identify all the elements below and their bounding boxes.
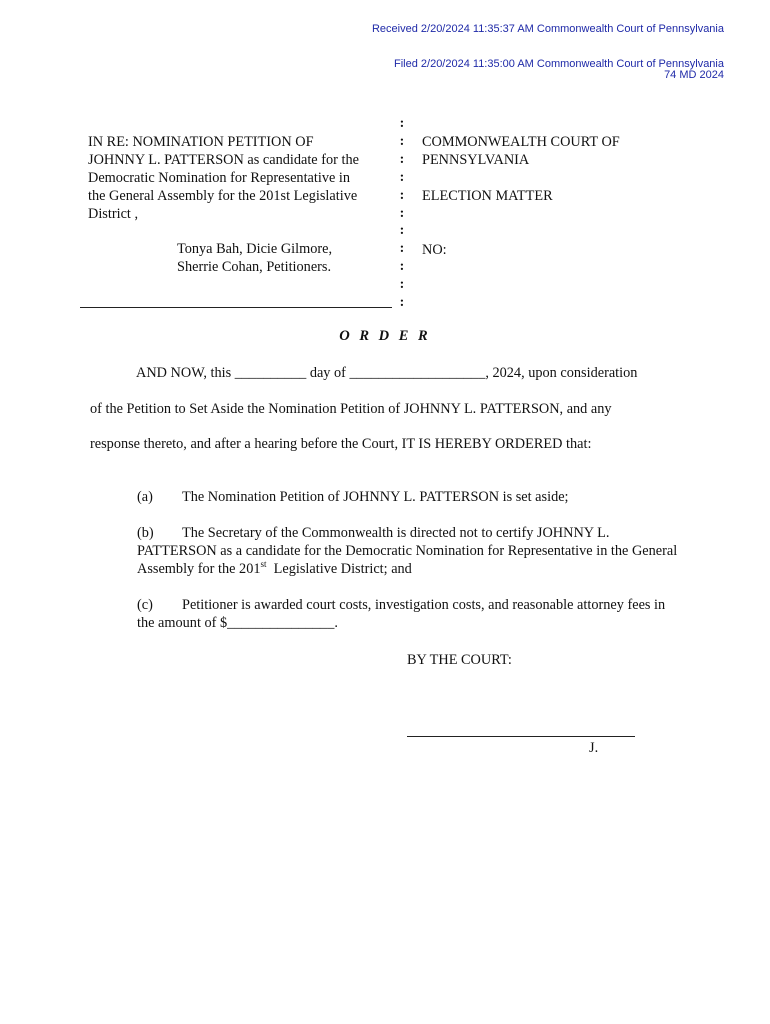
received-stamp: Received 2/20/2024 11:35:37 AM Commonwealth Court of Pennsylvania — [371, 23, 724, 35]
order-item-b — [137, 524, 682, 578]
case-caption — [88, 133, 384, 223]
ordinal-suffix: st — [260, 559, 267, 570]
colon: : — [399, 223, 405, 239]
colon: : — [399, 133, 405, 149]
docket-number: 74 MD 2024 — [664, 69, 724, 81]
petitioners-line: Tonya Bah, Dicie Gilmore, — [177, 241, 333, 257]
order-paragraph-line: of the Petition to Set Aside the Nomination Petition of JOHNNY L. PATTERSON, and any — [90, 401, 612, 417]
case-number-label: NO: — [422, 242, 447, 258]
caption-line: IN RE: NOMINATION PETITION OF — [88, 134, 314, 150]
filed-line: Filed 2/20/2024 11:35:00 AM Commonwealth Court of Pennsylvania — [394, 58, 724, 70]
petitioners-line: Sherrie Cohan, Petitioners. — [177, 259, 332, 275]
court-name: COMMONWEALTH COURT OF — [422, 134, 620, 150]
caption-line: Democratic Nomination for Representative in — [88, 170, 351, 186]
caption-line: the General Assembly for the 201st Legislative — [88, 188, 358, 204]
caption-line: JOHNNY L. PATTERSON as candidate for the — [88, 152, 359, 168]
judge-suffix: J. — [589, 740, 599, 756]
order-paragraph-line: response thereto, and after a hearing before the Court, IT IS HEREBY ORDERED that: — [90, 436, 592, 452]
colon: : — [399, 187, 405, 203]
order-item-a — [137, 488, 682, 506]
colon: : — [399, 241, 405, 257]
court-caption — [422, 133, 702, 259]
court-name: PENNSYLVANIA — [422, 152, 530, 168]
item-label: (a) — [137, 489, 153, 505]
colon: : — [399, 205, 405, 221]
item-text: Petitioner is awarded court costs, investigation costs, and reasonable attorney fees in the amount of $_______________. — [137, 597, 666, 631]
item-label: (c) — [137, 597, 153, 613]
colon: : — [399, 116, 405, 131]
by-the-court: BY THE COURT: — [407, 652, 512, 668]
order-item-c — [137, 596, 682, 632]
filed-stamp — [394, 59, 724, 81]
petitioners — [177, 240, 332, 276]
caption-line: District , — [88, 206, 139, 222]
item-text: The Secretary of the Commonwealth is directed not to certify JOHNNY L. PATTERSON as a candidate for the Democratic Nomination for Representative in the General Assembly for the 201 — [137, 525, 678, 577]
order-paragraph-line: AND NOW, this __________ day of ___________________, 2024, upon consideration — [136, 365, 638, 381]
matter-type: ELECTION MATTER — [422, 188, 553, 204]
item-text-end: Legislative District; and — [266, 561, 412, 577]
caption-colon-divider — [396, 115, 408, 312]
colon: : — [399, 277, 405, 293]
colon: : — [399, 151, 405, 167]
order-title: O R D E R — [339, 328, 431, 344]
colon: : — [399, 295, 405, 311]
colon: : — [399, 259, 405, 275]
item-text: The Nomination Petition of JOHNNY L. PATTERSON is set aside; — [182, 489, 569, 505]
colon: : — [399, 169, 405, 185]
item-label: (b) — [137, 525, 154, 541]
signature-line — [407, 736, 635, 737]
caption-underline — [80, 307, 392, 308]
